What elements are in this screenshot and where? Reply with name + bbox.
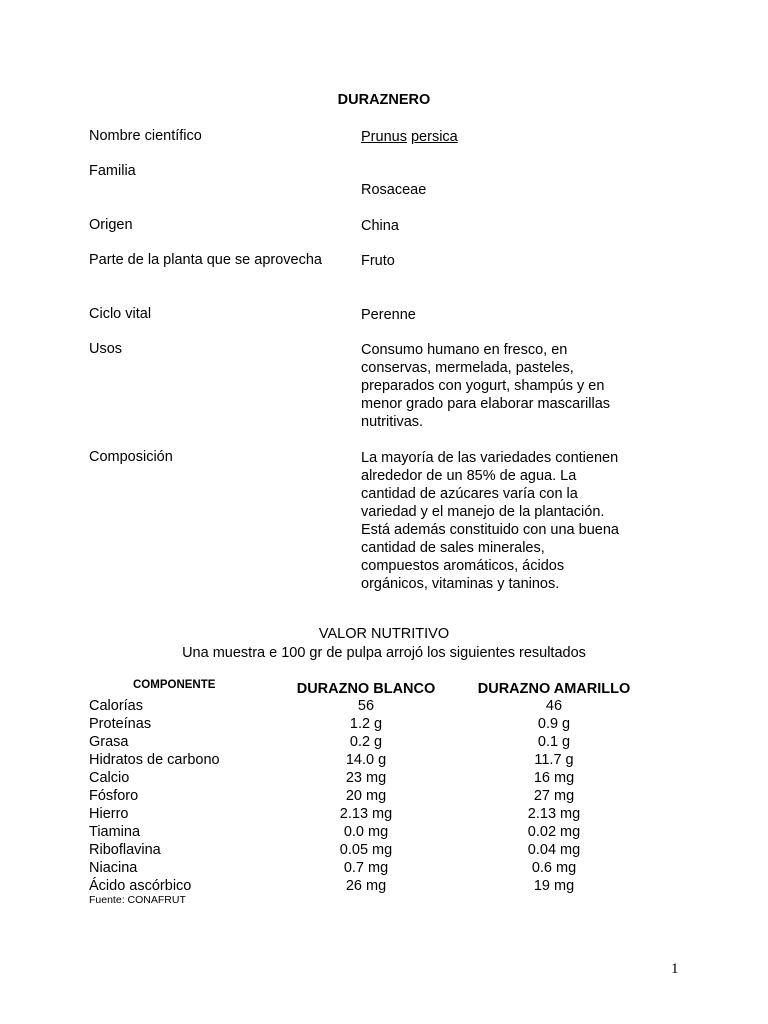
yellow-peach-cell: 46 [545,698,563,714]
yellow-peach-cell: 11.7 g [534,752,574,768]
component-cell: Calcio [89,770,130,786]
table-row [0,877,768,895]
yellow-peach-cell: 0.9 g [537,716,571,732]
source-note: Fuente: CONAFRUT [89,894,186,906]
white-peach-cell: 2.13 mg [339,806,393,822]
life-cycle-label: Ciclo vital [89,306,152,322]
table-row [0,841,768,859]
component-cell: Riboflavina [89,842,161,858]
white-peach-cell: 1.2 g [349,716,383,732]
table-row [0,715,768,733]
plant-part-label: Parte de la planta que se aprovecha [89,252,322,268]
table-row [0,769,768,787]
life-cycle-value: Perenne [361,307,416,323]
document-title: DURAZNERO [337,92,431,108]
white-peach-cell: 14.0 g [345,752,387,768]
column-header-white-peach: DURAZNO BLANCO [296,681,436,697]
scientific-name-species: persica [410,129,458,145]
white-peach-cell: 56 [357,698,375,714]
component-cell: Hierro [89,806,129,822]
scientific-name-label: Nombre científico [89,128,202,144]
uses-value: Consumo humano en fresco, en conservas, mermelada, pasteles, preparados con yogurt, shampús y en menor grado para elaborar mascarillas nutritivas. [361,342,611,430]
white-peach-cell: 0.05 mg [339,842,393,858]
white-peach-cell: 0.0 mg [343,824,389,840]
column-header-yellow-peach: DURAZNO AMARILLO [477,681,631,697]
white-peach-cell: 0.7 mg [343,860,389,876]
table-row [0,805,768,823]
composition-label: Composición [89,449,173,465]
composition-value: La mayoría de las variedades contienen alrededor de un 85% de agua. La cantidad de azúcares varía con la variedad y el manejo de la plantación. Está además constituido con una buena cantidad de sales minerales, compuestos aromáticos, ácidos orgánicos, vitaminas y taninos. [361,450,619,592]
table-row [0,751,768,769]
yellow-peach-cell: 0.6 mg [531,860,577,876]
yellow-peach-cell: 19 mg [533,878,575,894]
yellow-peach-cell: 0.04 mg [527,842,581,858]
component-cell: Hidratos de carbono [89,752,220,768]
component-cell: Calorías [89,698,143,714]
scientific-name-value [361,128,631,146]
table-row [0,697,768,715]
yellow-peach-cell: 2.13 mg [527,806,581,822]
component-cell: Proteínas [89,716,152,732]
yellow-peach-cell: 0.1 g [537,734,571,750]
component-cell: Niacina [89,860,138,876]
origin-label: Origen [89,217,133,233]
table-row [0,823,768,841]
column-header-component: COMPONENTE [133,679,216,691]
nutrition-title: VALOR NUTRITIVO [318,626,450,642]
component-cell: Ácido ascórbico [89,878,192,894]
table-row [0,787,768,805]
component-cell: Tiamina [89,824,141,840]
family-value: Rosaceae [361,182,427,198]
scientific-name-genus: Prunus [361,129,407,145]
plant-part-value: Fruto [361,253,395,269]
component-cell: Fósforo [89,788,139,804]
yellow-peach-cell: 0.02 mg [527,824,581,840]
nutrition-table [0,697,768,895]
page-number: 1 [671,961,679,977]
white-peach-cell: 23 mg [345,770,387,786]
component-cell: Grasa [89,734,129,750]
table-row [0,859,768,877]
table-row [0,733,768,751]
white-peach-cell: 0.2 g [349,734,383,750]
yellow-peach-cell: 27 mg [533,788,575,804]
yellow-peach-cell: 16 mg [533,770,575,786]
white-peach-cell: 26 mg [345,878,387,894]
family-label: Familia [89,163,136,179]
nutrition-subtitle: Una muestra e 100 gr de pulpa arrojó los siguientes resultados [182,645,586,661]
origin-value: China [361,218,399,234]
uses-label: Usos [89,341,123,357]
white-peach-cell: 20 mg [345,788,387,804]
